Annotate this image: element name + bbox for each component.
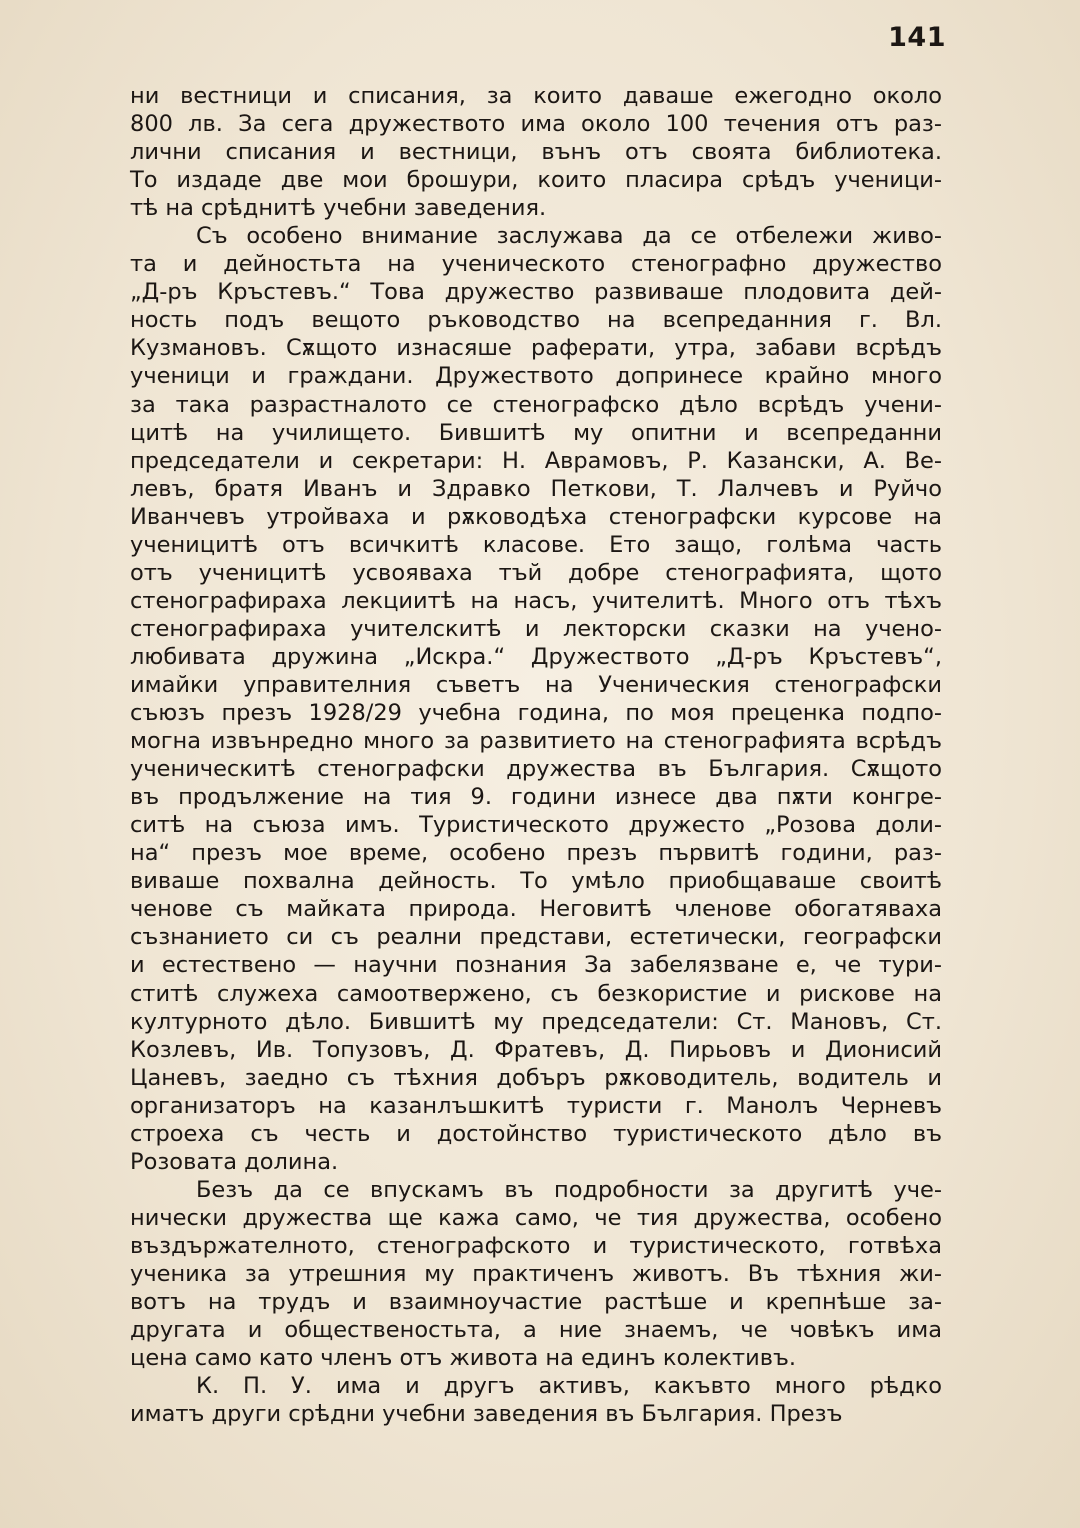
text-line: „Д-ръ Кръстевъ.“ Това дружество развиваше плодовита дей-	[130, 279, 942, 306]
text-line: ученици и граждани. Дружеството допринесе крайно много	[130, 363, 942, 390]
text-line: въ продължение на тия 9. години изнесе два пѫти конгре-	[130, 784, 942, 811]
text-line: съзнанието си съ реални представи, естетически, географски	[130, 924, 942, 951]
text-line: и естествено — научни познания За забелязване е, че тури-	[130, 952, 942, 979]
paragraph	[130, 222, 942, 1176]
text-line: строеха съ честь и достойнство туристическото дѣло въ	[130, 1120, 942, 1147]
text-line: ученицитѣ отъ всичкитѣ класове. Ето защо, голѣма часть	[130, 531, 942, 558]
text-line: стенографираха учителскитѣ и лекторски сказки на учено-	[130, 615, 942, 642]
text-line: любивата дружина „Искра.“ Дружеството „Д-ръ Кръстевъ“,	[130, 643, 942, 670]
text-line: цитѣ на училището. Бившитѣ му опитни и всепреданни	[130, 419, 942, 446]
page-number: 141	[888, 22, 946, 53]
text-line: културното дѣло. Бившитѣ му председатели: Ст. Мановъ, Ст.	[130, 1008, 942, 1035]
text-line: съюзъ презъ 1928/29 учебна година, по моя преценка подпо-	[130, 700, 942, 727]
text-line: ситѣ на съюза имъ. Туристическото дружесто „Розова доли-	[130, 812, 942, 839]
text-line: Иванчевъ утройваха и рѫководѣха стенографски курсове на	[130, 503, 942, 530]
text-line: ность подъ вещото ръководство на всепреданния г. Вл.	[130, 307, 942, 334]
text-line: на“ презъ мое време, особено презъ първитѣ години, раз-	[130, 840, 942, 867]
text-line: организаторъ на казанлъшкитѣ туристи г. Манолъ Черневъ	[130, 1092, 942, 1119]
text-line: ни вестници и списания, за които даваше ежегодно около	[130, 83, 942, 109]
text-line: другата и общественостьта, а ние знаемъ, че човѣкъ има	[130, 1317, 942, 1344]
text-line: ченове съ майката природа. Неговитѣ членове обогатяваха	[130, 896, 942, 923]
text-line: нически дружества ще кажа само, че тия дружества, особено	[130, 1204, 942, 1231]
paragraph	[130, 1176, 942, 1372]
text-line: могна извънредно много за развитието на стенографията всрѣдъ	[130, 728, 942, 755]
text-line: виваше похвална дейность. То умѣло приобщаваше своитѣ	[130, 868, 942, 895]
text-line: 800 лв. За сега дружеството има около 100 течения отъ раз-	[130, 111, 942, 138]
text-line: отъ ученицитѣ усвояваха тъй добре стенографията, щото	[130, 559, 942, 586]
text-line: въздържателното, стенографското и туристическото, готвѣха	[130, 1232, 942, 1259]
text-line: Кузмановъ. Сѫщото изнасяше раферати, утра, забави всрѣдъ	[130, 335, 942, 362]
text-line: вотъ на трудъ и взаимноучастие растѣше и крепнѣше за-	[130, 1289, 942, 1316]
text-line: ученика за утрешния му практиченъ животъ. Въ тѣхния жи-	[130, 1260, 942, 1287]
text-line: ученическитѣ стенографски дружества въ България. Сѫщото	[130, 756, 942, 783]
text-line: стенографираха лекциитѣ на насъ, учителитѣ. Много отъ тѣхъ	[130, 587, 942, 614]
text-line: левъ, братя Иванъ и Здравко Петкови, Т. Лалчевъ и Руйчо	[130, 475, 942, 502]
text-line: тѣ на срѣднитѣ учебни заведения.	[130, 195, 547, 222]
text-line: иматъ други срѣдни учебни заведения въ България. Презъ	[130, 1401, 843, 1428]
text-line: лични списания и вестници, вънъ отъ своята библиотека.	[130, 139, 942, 166]
text-line: Безъ да се впускамъ въ подробности за другитѣ уче-	[196, 1176, 942, 1203]
text-line: То издаде две мои брошури, които пласира срѣдъ ученици-	[130, 167, 942, 194]
text-line: цена само като членъ отъ живота на единъ колективъ.	[130, 1345, 797, 1372]
text-line: ститѣ служеха самоотвержено, съ безкористие и рискове на	[130, 980, 942, 1007]
text-line: та и дейностьта на ученическото стенографно дружество	[130, 251, 942, 278]
text-line: Съ особено внимание заслужава да се отбележи живо-	[196, 223, 942, 250]
text-line: Цаневъ, заедно съ тѣхния добъръ рѫководитель, водитель и	[130, 1064, 942, 1091]
text-line: К. П. У. има и другъ активъ, какъвто много рѣдко	[196, 1373, 942, 1400]
body-text	[130, 82, 942, 1428]
paragraph	[130, 82, 942, 222]
text-line: имайки управителния съветъ на Ученическия стенографски	[130, 671, 942, 698]
text-line: за така разрастналото се стенографско дѣло всрѣдъ учени-	[130, 391, 942, 418]
text-line: Козлевъ, Ив. Топузовъ, Д. Фратевъ, Д. Пирьовъ и Дионисий	[130, 1036, 942, 1063]
text-line: Розовата долина.	[130, 1148, 339, 1175]
text-line: председатели и секретари: Н. Аврамовъ, Р. Казански, А. Ве-	[130, 447, 942, 474]
paragraph	[130, 1372, 942, 1428]
